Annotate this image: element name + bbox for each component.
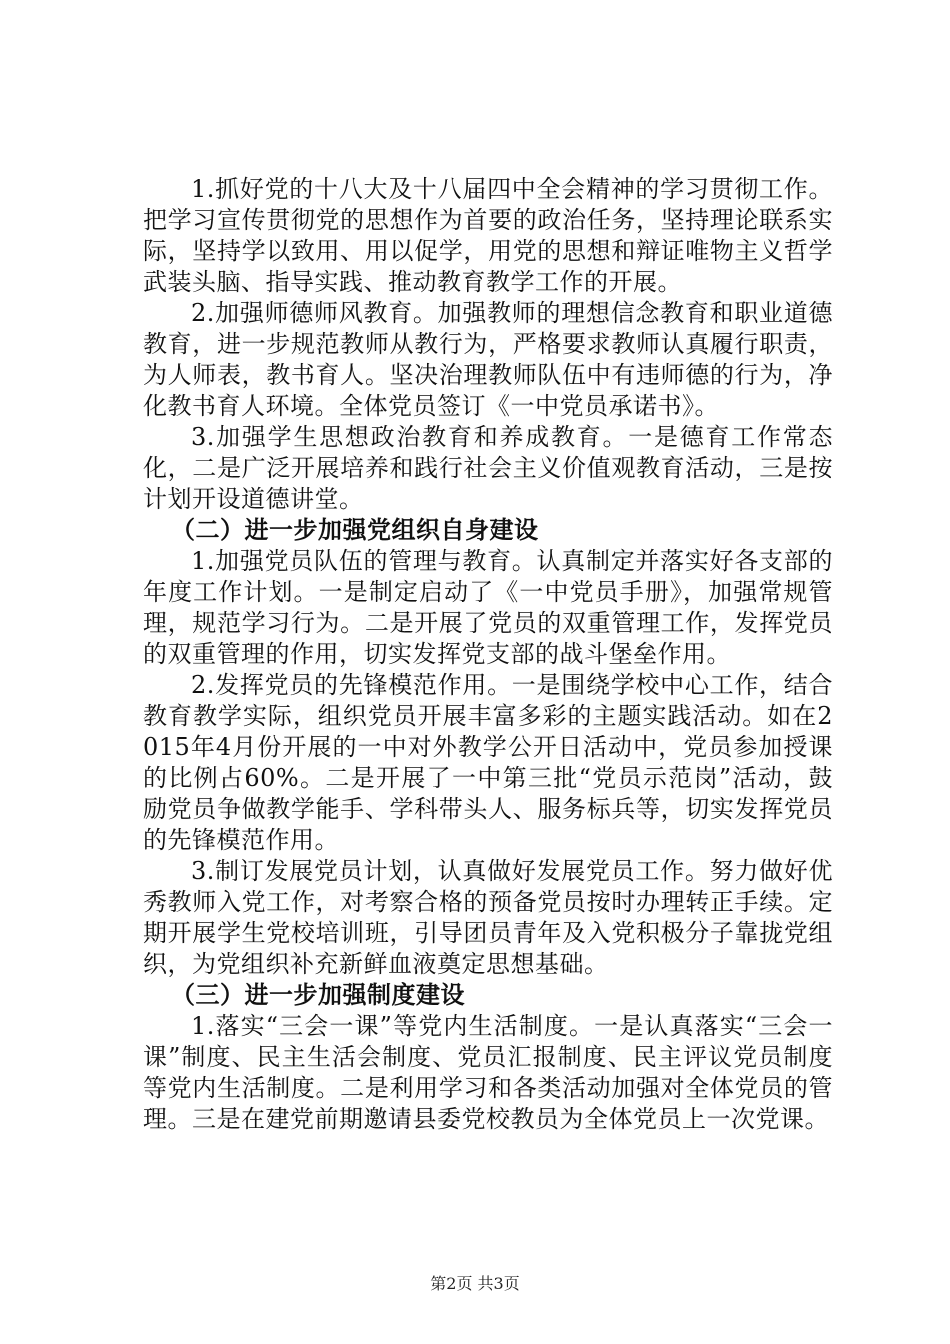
paragraph-4: 1.加强党员队伍的管理与教育。认真制定并落实好各支部的年度工作计划。一是制定启动了《一中党员手册》，加强常规管理，规范学习行为。二是开展了党员的双重管理工作，发挥党员的双重管理的作用，切实发挥党支部的战斗堡垒作用。 bbox=[143, 547, 833, 668]
document-body bbox=[143, 174, 833, 1135]
paragraph-7: 1.落实“三会一课”等党内生活制度。一是认真落实“三会一课”制度、民主生活会制度、党员汇报制度、民主评议党员制度等党内生活制度。二是利用学习和各类活动加强对全体党员的管理。三是在建党前期邀请县委党校教员为全体党员上一次党课。 bbox=[143, 1012, 833, 1133]
section-heading-2: （二）进一步加强党组织自身建设 bbox=[171, 516, 539, 544]
page-footer: 第2页 共3页 bbox=[430, 1274, 520, 1293]
section-heading-3: （三）进一步加强制度建设 bbox=[171, 981, 465, 1009]
paragraph-5: 2.发挥党员的先锋模范作用。一是围绕学校中心工作，结合教育教学实际，组织党员开展丰富多彩的主题实践活动。如在2015年4月份开展的一中对外教学公开日活动中，党员参加授课的比例占60%。二是开展了一中第三批“党员示范岗”活动，鼓励党员争做教学能手、学科带头人、服务标兵等，切实发挥党员的先锋模范作用。 bbox=[143, 671, 833, 854]
paragraph-2: 2.加强师德师风教育。加强教师的理想信念教育和职业道德教育，进一步规范教师从教行为，严格要求教师认真履行职责，为人师表，教书育人。坚决治理教师队伍中有违师德的行为，净化教书育人环境。全体党员签订《一中党员承诺书》。 bbox=[143, 299, 833, 420]
paragraph-1: 1.抓好党的十八大及十八届四中全会精神的学习贯彻工作。把学习宣传贯彻党的思想作为首要的政治任务，坚持理论联系实际，坚持学以致用、用以促学，用党的思想和辩证唯物主义哲学武装头脑、指导实践、推动教育教学工作的开展。 bbox=[143, 175, 833, 296]
paragraph-3: 3.加强学生思想政治教育和养成教育。一是德育工作常态化，二是广泛开展培养和践行社会主义价值观教育活动，三是按计划开设道德讲堂。 bbox=[143, 423, 833, 513]
paragraph-6: 3.制订发展党员计划，认真做好发展党员工作。努力做好优秀教师入党工作，对考察合格的预备党员按时办理转正手续。定期开展学生党校培训班，引导团员青年及入党积极分子靠拢党组织，为党组织补充新鲜血液奠定思想基础。 bbox=[143, 857, 833, 978]
